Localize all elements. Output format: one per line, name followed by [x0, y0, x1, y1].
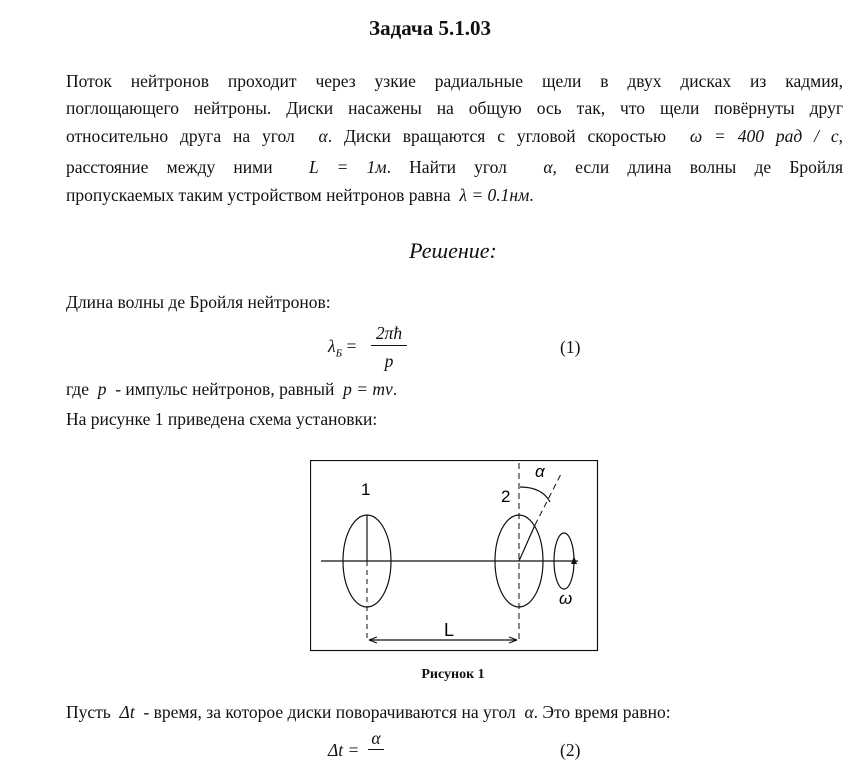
fraction-bar: [368, 749, 384, 750]
math-p: p: [97, 379, 107, 399]
problem-line-4: [66, 159, 843, 177]
solution-intro: Длина волны де Бройля нейтронов:: [66, 292, 331, 312]
math-omega: ω = 400 рад / с: [689, 126, 839, 146]
math-alpha: α: [524, 702, 534, 722]
figure-1-diagram: [310, 460, 600, 652]
text: ,: [838, 126, 843, 146]
eq1-numerator: 2πħ: [375, 323, 403, 343]
equals: =: [346, 336, 357, 356]
solution-heading: Решение:: [409, 238, 497, 263]
problem-title: Задача 5.1.03: [369, 16, 491, 40]
label-alpha: α: [535, 462, 545, 481]
disc-2-slit: [519, 525, 535, 561]
eq1-number: (1): [560, 337, 581, 357]
text: - импульс нейтронов, равный: [115, 379, 335, 399]
subscript: Б: [335, 347, 343, 360]
text: пропускаемых таким устройством нейтронов равна: [66, 185, 451, 205]
problem-line-1: Поток нейтронов проходит через узкие радиальные щели в двух дисках из кадмия,: [66, 71, 843, 91]
where-line: [66, 381, 397, 399]
eq2-numerator: α: [371, 728, 381, 748]
label-omega: ω: [559, 589, 573, 608]
rotation-arrow-icon: [571, 556, 577, 564]
label-disc-2: 2: [501, 487, 511, 506]
label-disc-1: 1: [361, 480, 371, 499]
math-delta-t: Δt: [119, 702, 135, 722]
eq2-lhs: Δt =: [328, 740, 360, 760]
fraction-bar: [371, 345, 407, 346]
problem-line-2: поглощающего нейтроны. Диски насажены на общую ось так, что щели повёрнуты друг: [66, 98, 843, 118]
text: . Найти угол: [386, 157, 507, 177]
let-line: [66, 704, 671, 722]
eq2-number: (2): [560, 740, 581, 760]
text: . Диски вращаются с угловой скоростью: [327, 126, 667, 146]
eq1-denominator: p: [384, 351, 394, 371]
text: .: [392, 379, 398, 399]
text: Пусть: [66, 702, 111, 722]
math-alpha: α: [318, 126, 328, 146]
text: относительно друга на угол: [66, 126, 295, 146]
label-L: L: [444, 620, 455, 640]
text: , если длина волны де Бройля: [552, 157, 844, 177]
math-L: L = 1м: [309, 157, 387, 177]
text: - время, за которое диски поворачиваются на угол: [143, 702, 516, 722]
angle-arc: [520, 487, 550, 502]
text: . Это время равно:: [533, 702, 671, 722]
math-p-mv: p = mv: [343, 379, 393, 399]
figure-caption: Рисунок 1: [421, 667, 485, 682]
lambda: λ: [328, 336, 336, 356]
problem-line-3: [66, 128, 843, 146]
text: .: [529, 185, 534, 205]
math-lambda: λ = 0.1нм: [459, 185, 530, 205]
problem-line-5: [66, 187, 534, 205]
text: расстояние между ними: [66, 157, 273, 177]
text: где: [66, 379, 89, 399]
figure-intro: На рисунке 1 приведена схема установки:: [66, 409, 378, 429]
math-alpha: α: [543, 157, 553, 177]
eq1-lhs: [328, 336, 356, 360]
